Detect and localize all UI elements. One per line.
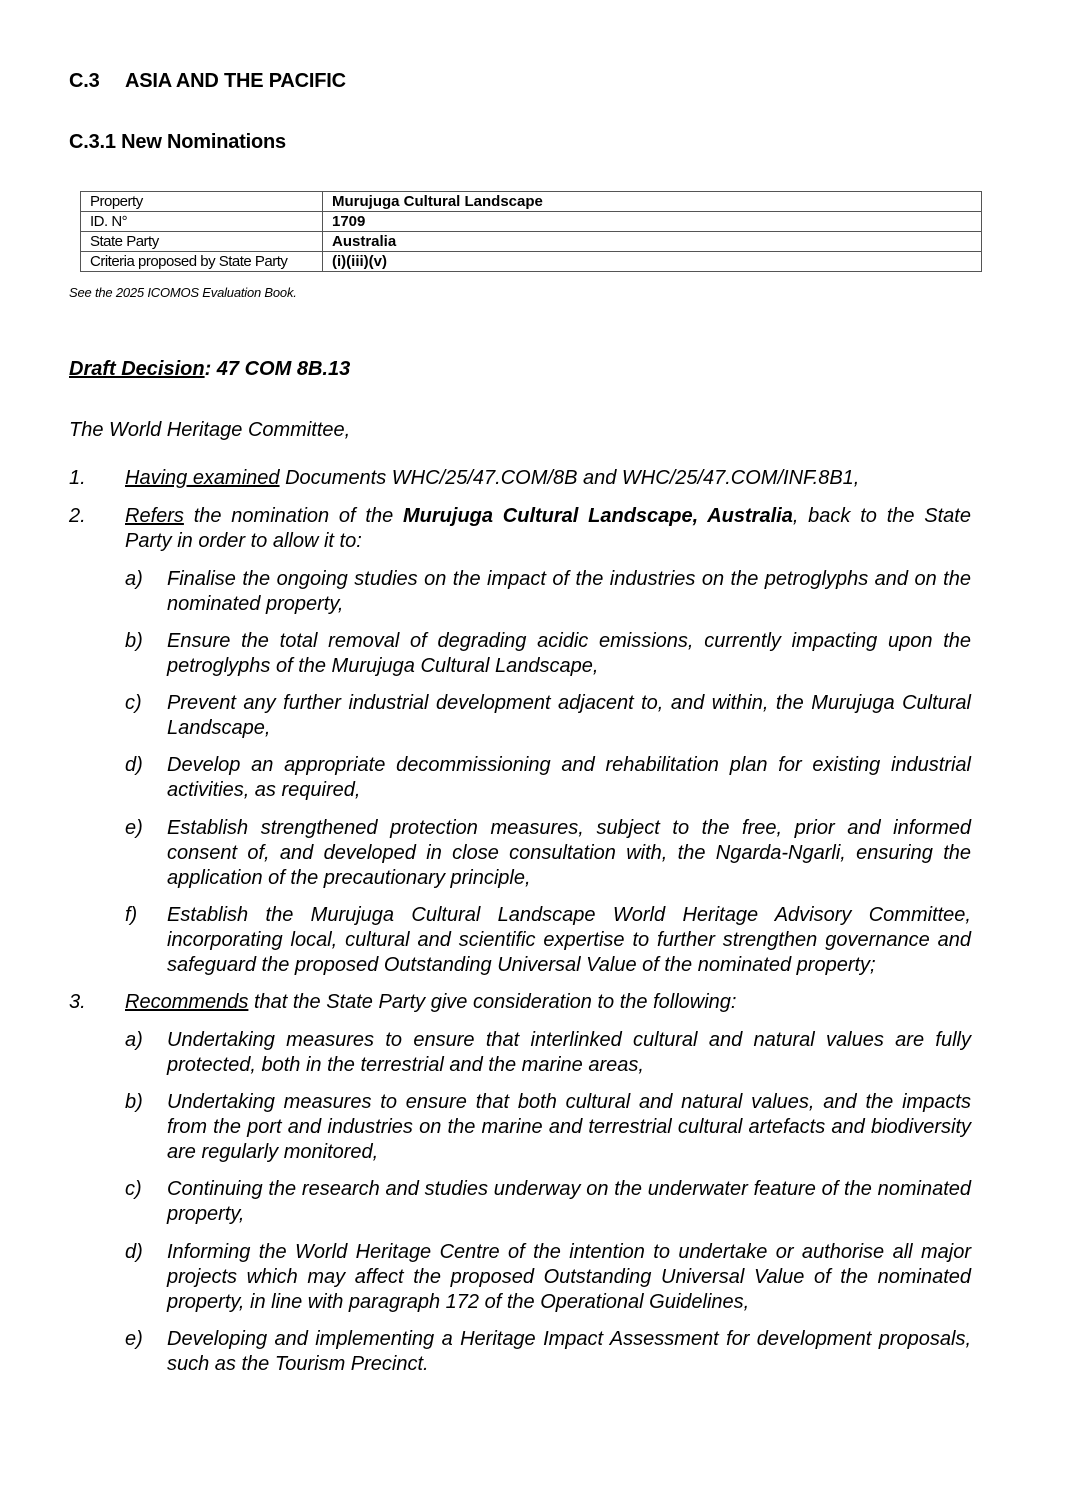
paragraph-text: Having examined Documents WHC/25/47.COM/8B and WHC/25/47.COM/INF.8B1, — [125, 467, 860, 489]
paragraph-number: 2. — [69, 505, 86, 527]
criteria-value: (i)(iii)(v) — [323, 252, 982, 272]
evaluation-note: See the 2025 ICOMOS Evaluation Book. — [69, 285, 297, 300]
list-item: d) Develop an appropriate decommissioning and rehabilitation plan for existing industrial activities, as required, — [125, 754, 971, 801]
paragraph-verb: Recommends — [125, 991, 249, 1013]
id-value: 1709 — [323, 212, 982, 232]
table-row — [81, 192, 982, 212]
property-label: Property — [81, 192, 323, 212]
decision-paragraph-2 — [69, 504, 971, 554]
list-item: b) Ensure the total removal of degrading acidic emissions, currently impacting upon the petroglyphs of the Murujuga Cultural Landscape, — [125, 630, 971, 677]
paragraph-verb: Having examined — [125, 467, 280, 489]
list-item: d) Informing the World Heritage Centre of the intention to undertake or authorise all major projects which may affect the proposed Outstanding Universal Value of the nominated property, in line with paragraph 172 of the Operational Guidelines, — [125, 1241, 971, 1313]
state-party-value: Australia — [323, 232, 982, 252]
list-item: c) Continuing the research and studies underway on the underwater feature of the nominated property, — [125, 1178, 971, 1225]
table-row — [81, 232, 982, 252]
list-item: a) Finalise the ongoing studies on the impact of the industries on the petroglyphs and on the nominated property, — [125, 568, 971, 615]
decision-intro: The World Heritage Committee, — [69, 419, 351, 441]
list-item: b) Undertaking measures to ensure that both cultural and natural values, and the impacts from the port and industries on the marine and terrestrial cultural artefacts and biodiversity are regularly monitored, — [125, 1091, 971, 1163]
decision-paragraph-1 — [69, 466, 971, 491]
state-party-label: State Party — [81, 232, 323, 252]
section-heading — [69, 70, 346, 93]
paragraph-text: Recommends that the State Party give consideration to the following: — [125, 991, 737, 1013]
decision-number: : 47 COM 8B.13 — [204, 358, 351, 380]
property-value: Murujuga Cultural Landscape — [323, 192, 982, 212]
paragraph-verb: Refers — [125, 505, 184, 527]
draft-decision-label: Draft Decision — [69, 358, 205, 380]
paragraph-number: 3. — [69, 991, 86, 1013]
list-item: c) Prevent any further industrial development adjacent to, and within, the Murujuga Cultural Landscape, — [125, 692, 971, 739]
criteria-label: Criteria proposed by State Party — [81, 252, 323, 272]
draft-decision-title — [69, 358, 350, 381]
list-item: e) Establish strengthened protection measures, subject to the free, prior and informed consent of, and developed in close consultation with, the Ngarda-Ngarli, ensuring the application of the precautionary principle, — [125, 817, 971, 889]
table-row — [81, 212, 982, 232]
table-row — [81, 252, 982, 272]
id-label: ID. N° — [81, 212, 323, 232]
paragraph-number: 1. — [69, 467, 86, 489]
section-title: ASIA AND THE PACIFIC — [125, 70, 346, 92]
list-item: e) Developing and implementing a Heritage Impact Assessment for development proposals, such as the Tourism Precinct. — [125, 1328, 971, 1375]
list-item: a) Undertaking measures to ensure that interlinked cultural and natural values are fully protected, both in the terrestrial and the marine areas, — [125, 1029, 971, 1076]
property-info-table — [80, 191, 982, 272]
list-item: f) Establish the Murujuga Cultural Landscape World Heritage Advisory Committee, incorporating local, cultural and scientific expertise to further strengthen governance and safeguard the proposed Outstanding Universal Value of the nominated property; — [125, 904, 971, 976]
property-name-bold: Murujuga Cultural Landscape, Australia — [403, 505, 793, 527]
paragraph-text: Refers the nomination of the Murujuga Cultural Landscape, Australia, back to the State Party in order to allow it to: — [125, 505, 971, 552]
subsection-heading: C.3.1 New Nominations — [69, 131, 286, 153]
decision-paragraph-3 — [69, 990, 971, 1015]
section-number: C.3 — [69, 70, 100, 92]
